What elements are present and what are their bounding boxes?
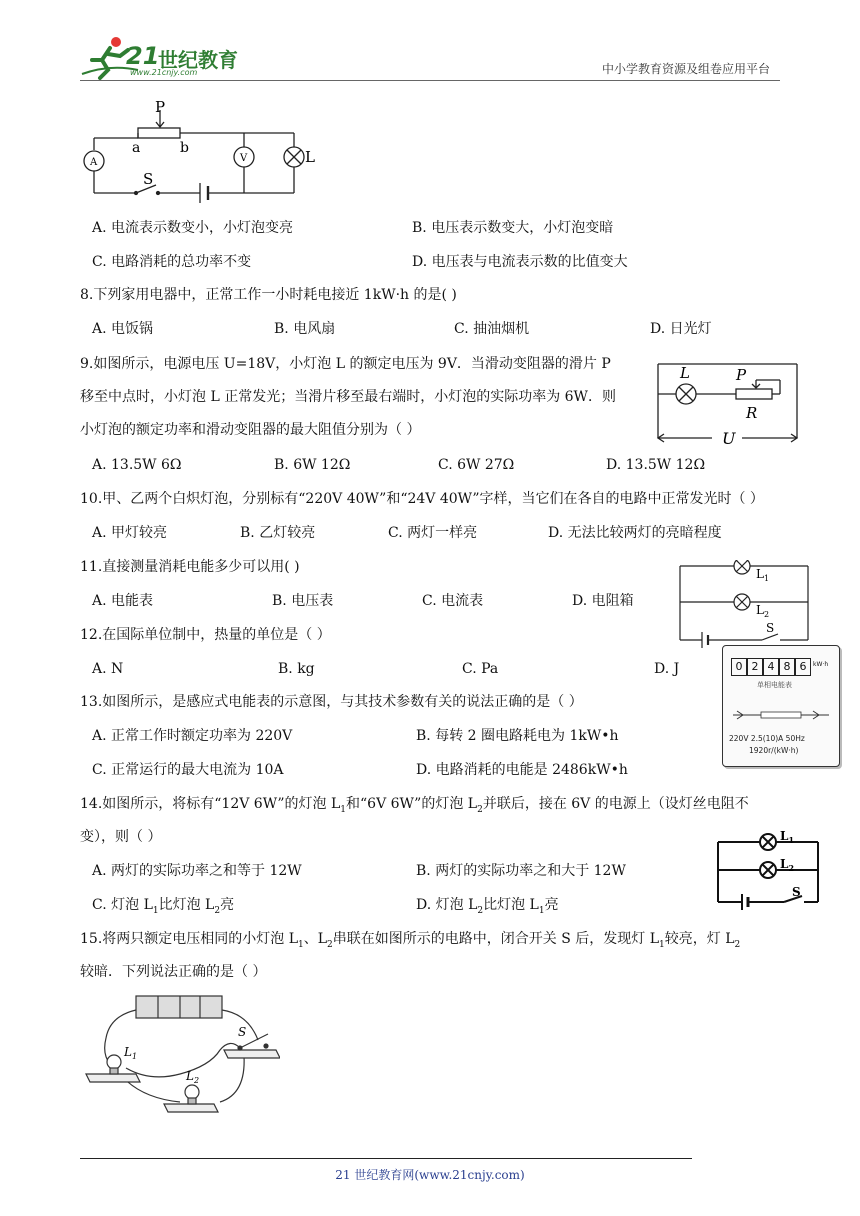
electric-meter-figure <box>722 645 840 767</box>
fig14-label-l2: $L_2$ <box>780 857 795 873</box>
q9-stem-line2: 移至中点时，小灯泡 L 正常发光；当滑片移至最右端时，小灯泡的实际功率为 6W．则 <box>80 389 616 405</box>
q12-option-c: C. Pa <box>462 661 499 677</box>
q7-circuit-figure <box>78 100 318 210</box>
q15-circuit-photo <box>80 990 280 1114</box>
q9-option-c: C. 6W 27Ω <box>438 457 515 473</box>
fig7-label-p: P <box>155 100 166 116</box>
fig7-label-b: b <box>180 140 189 156</box>
meter-name: 单相电能表 <box>757 681 792 689</box>
q7-option-c: C. 电路消耗的总功率不变 <box>92 254 252 270</box>
q10-option-d: D. 无法比较两灯的亮暗程度 <box>548 525 722 541</box>
q11-option-a: A. 电能表 <box>92 593 154 609</box>
q9-stem-line1: 9.如图所示，电源电压 U=18V，小灯泡 L 的额定电压为 9V．当滑动变阻器的滑片 P <box>80 356 611 372</box>
q12-option-d: D. J <box>654 661 680 677</box>
q9-stem-line3: 小灯泡的额定功率和滑动变阻器的最大阻值分别为（ ） <box>80 422 421 438</box>
q12-option-a: A. N <box>92 661 124 677</box>
q9-option-b: B. 6W 12Ω <box>274 457 351 473</box>
q14-option-a: A. 两灯的实际功率之和等于 12W <box>92 863 302 879</box>
q14-stem-line1: 14.如图所示，将标有“12V 6W”的灯泡 $L_1$和“6V 6W”的灯泡 $L_2$并联后，接在 6V 的电源上（设灯丝电阻不 <box>80 796 749 815</box>
fig11-label-l1: $L_1$ <box>756 567 770 583</box>
q7-option-d: D. 电压表与电流表示数的比值变大 <box>412 254 628 270</box>
q10-option-a: A. 甲灯较亮 <box>92 525 168 541</box>
q14-stem-line2: 变），则（ ） <box>80 829 162 845</box>
q11-circuit-figure <box>674 560 814 652</box>
fig14-label-l1: $L_1$ <box>780 829 795 845</box>
q10-stem: 10.甲、乙两个白炽灯泡，分别标有“220V 40W”和“24V 40W”字样，当它们在各自的电路中正常发光时（ ） <box>80 491 764 507</box>
q14-circuit-figure <box>712 828 824 912</box>
fig9-label-l: L <box>680 364 690 382</box>
fig7-ammeter-symbol: A <box>90 157 98 168</box>
fig7-label-a: a <box>132 140 141 156</box>
meter-digit: 2 <box>747 658 763 676</box>
fig15-label-l1: $L_1$ <box>124 1045 138 1061</box>
q13-option-a: A. 正常工作时额定功率为 220V <box>92 728 293 744</box>
q11-option-d: D. 电阻箱 <box>572 593 634 609</box>
q7-option-b: B. 电压表示数变大，小灯泡变暗 <box>412 220 614 236</box>
footer-divider <box>80 1158 692 1159</box>
logo-number: 21 <box>126 42 160 70</box>
meter-digit: 0 <box>731 658 747 676</box>
q7-option-a: A. 电流表示数变小，小灯泡变亮 <box>92 220 294 236</box>
q9-option-a: A. 13.5W 6Ω <box>92 457 182 473</box>
q11-option-b: B. 电压表 <box>272 593 334 609</box>
fig7-label-l: L <box>305 148 315 166</box>
q13-stem: 13.如图所示，是感应式电能表的示意图，与其技术参数有关的说法正确的是（ ） <box>80 694 583 710</box>
fig7-voltmeter-symbol: V <box>240 153 248 164</box>
q9-option-d: D. 13.5W 12Ω <box>606 457 706 473</box>
fig11-label-l2: $L_2$ <box>756 603 770 619</box>
meter-unit: kW·h <box>813 661 829 668</box>
q8-stem: 8.下列家用电器中，正常工作一小时耗电接近 1kW·h 的是( ) <box>80 287 457 303</box>
logo-url: www.21cnjy.com <box>130 68 198 77</box>
meter-digit: 6 <box>795 658 811 676</box>
meter-spec-line2: 1920r/(kW·h) <box>749 746 799 755</box>
footer-text: 21 世纪教育网(www.21cnjy.com) <box>335 1168 525 1182</box>
q14-option-d: D. 灯泡 $L_2$比灯泡 $L_1$亮 <box>416 897 559 916</box>
q11-stem: 11.直接测量消耗电能多少可以用( ) <box>80 559 300 575</box>
fig15-label-s: S <box>238 1025 247 1039</box>
fig9-label-r: R <box>746 404 758 422</box>
fig14-label-s: S <box>792 885 801 899</box>
site-logo <box>80 34 260 80</box>
fig11-label-s: S <box>766 621 775 635</box>
q8-option-c: C. 抽油烟机 <box>454 321 530 337</box>
fig9-label-u: U <box>722 429 736 446</box>
header-divider <box>80 80 780 81</box>
q13-option-d: D. 电路消耗的电能是 2486kW•h <box>416 762 628 778</box>
logo-text: 世纪教育 <box>158 48 238 72</box>
q10-option-b: B. 乙灯较亮 <box>240 525 316 541</box>
q15-stem-line2: 较暗．下列说法正确的是（ ） <box>80 964 267 980</box>
q8-option-b: B. 电风扇 <box>274 321 336 337</box>
q15-stem-line1: 15.将两只额定电压相同的小灯泡 $L_1$、$L_2$串联在如图所示的电路中，闭合开关 S 后，发现灯 $L_1$较亮，灯 $L_2$ <box>80 931 741 950</box>
q8-option-d: D. 日光灯 <box>650 321 712 337</box>
meter-digit: 8 <box>779 658 795 676</box>
fig9-label-p: P <box>736 366 747 384</box>
q11-option-c: C. 电流表 <box>422 593 484 609</box>
q10-option-c: C. 两灯一样亮 <box>388 525 478 541</box>
q12-stem: 12.在国际单位制中，热量的单位是（ ） <box>80 627 331 643</box>
meter-spec-line1: 220V 2.5(10)A 50Hz <box>729 734 805 743</box>
meter-disc-icon <box>733 708 829 722</box>
header-slogan: 中小学教育资源及组卷应用平台 <box>601 62 770 76</box>
q13-option-b: B. 每转 2 圈电路耗电为 1kW•h <box>416 728 619 744</box>
q13-option-c: C. 正常运行的最大电流为 10A <box>92 762 284 778</box>
q8-option-a: A. 电饭锅 <box>92 321 154 337</box>
q9-circuit-figure <box>652 358 808 446</box>
fig7-label-s: S <box>143 170 154 188</box>
fig15-label-l2: $L_2$ <box>186 1069 200 1085</box>
q14-option-c: C. 灯泡 $L_1$比灯泡 $L_2$亮 <box>92 897 235 916</box>
q12-option-b: B. kg <box>278 661 315 677</box>
meter-digit: 4 <box>763 658 779 676</box>
q14-option-b: B. 两灯的实际功率之和大于 12W <box>416 863 626 879</box>
